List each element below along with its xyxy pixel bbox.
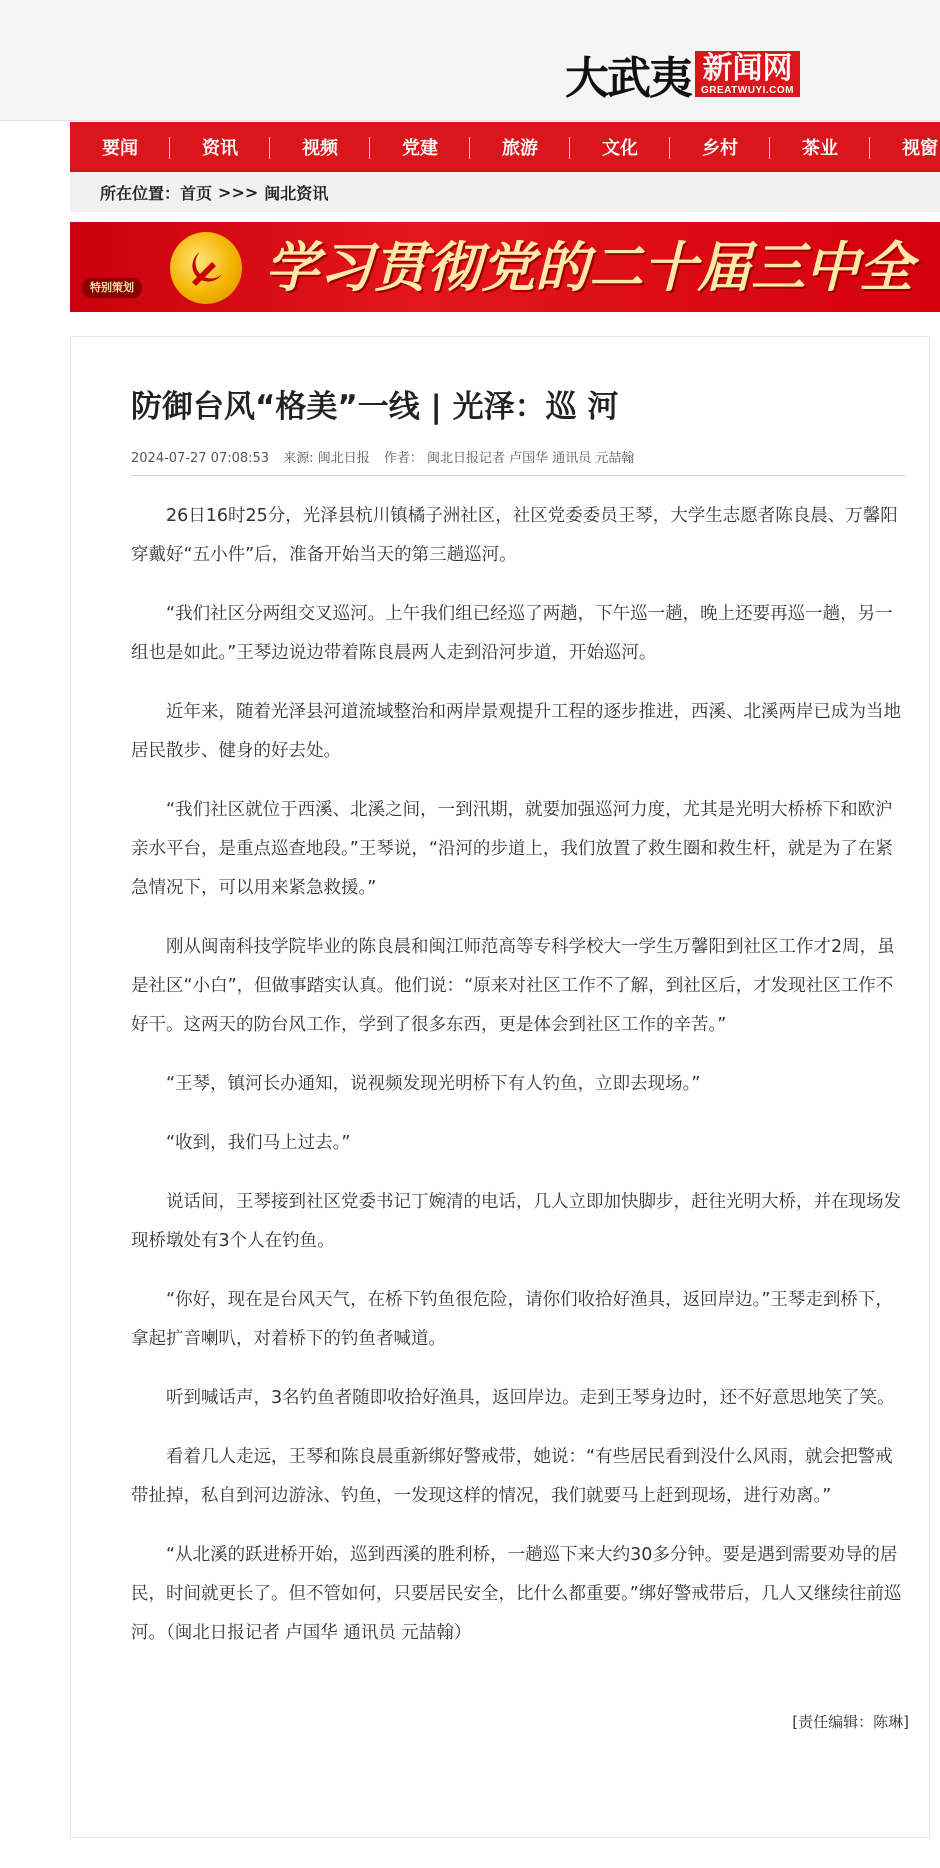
nav-item-lvyou[interactable]: 旅游 — [470, 122, 570, 172]
site-header — [0, 0, 940, 121]
nav-item-xiangcun[interactable]: 乡村 — [670, 122, 770, 172]
breadcrumb-current-link[interactable]: 闽北资讯 — [264, 183, 329, 203]
breadcrumb-label: 所在位置： — [100, 183, 181, 203]
main-nav — [70, 122, 940, 172]
breadcrumb-separator: >>> — [218, 182, 259, 202]
logo-badge-text: 新闻网 — [702, 50, 793, 86]
article-container — [70, 336, 930, 1838]
nav-item-chaye[interactable]: 茶业 — [770, 122, 870, 172]
article-paragraph: 26日16时25分，光泽县杭川镇橘子洲社区，社区党委委员王琴，大学生志愿者陈良晨、万馨阳穿戴好“五小件”后，准备开始当天的第三趟巡河。 — [131, 506, 898, 565]
nav-item-shichuang[interactable]: 视窗 — [902, 138, 938, 159]
nav-item-dangjian[interactable]: 党建 — [370, 122, 470, 172]
special-topic-badge: 特别策划 — [82, 278, 142, 298]
party-emblem-icon — [170, 232, 242, 304]
responsible-editor: [责任编辑：陈琳] — [792, 1713, 909, 1731]
article-paragraph: 说话间，王琴接到社区党委书记丁婉清的电话，几人立即加快脚步，赶往光明大桥，并在现场发现桥墩处有3个人在钓鱼。 — [131, 1192, 901, 1251]
special-topic-banner[interactable] — [70, 222, 940, 312]
banner-slogan: 学习贯彻党的二十届三中全 — [265, 235, 913, 299]
article-paragraph: “我们社区就位于西溪、北溪之间，一到汛期，就要加强巡河力度，尤其是光明大桥桥下和欧沪亲水平台，是重点巡查地段。”王琴说，“沿河的步道上，我们放置了救生圈和救生杆，就是为了在紧急情况下，可以用来紧急救援。” — [131, 800, 893, 898]
breadcrumb-home-link[interactable]: 首页 — [180, 183, 213, 203]
article-paragraph: 刚从闽南科技学院毕业的陈良晨和闽江师范高等专科学校大一学生万馨阳到社区工作才2周，虽是社区“小白”，但做事踏实认真。他们说：“原来对社区工作不了解，到社区后，才发现社区工作不好干。这两天的防台风工作，学到了很多东西，更是体会到社区工作的辛苦。” — [131, 937, 895, 1035]
article-author: 作者： 闽北日报记者 卢国华 通讯员 元喆翰 — [383, 451, 635, 466]
article-paragraph: “从北溪的跃进桥开始，巡到西溪的胜利桥，一趟巡下来大约30多分钟。要是遇到需要劝导的居民，时间就更长了。但不管如何，只要居民安全，比什么都重要。”绑好警戒带后，几人又继续往前巡河。（闽北日报记者 卢国华 通讯员 元喆翰） — [131, 1545, 902, 1643]
article-paragraph: “收到，我们马上过去。” — [166, 1133, 351, 1153]
nav-item-zixun[interactable]: 资讯 — [170, 122, 270, 172]
article-paragraph: 近年来，随着光泽县河道流域整治和两岸景观提升工程的逐步推进，西溪、北溪两岸已成为当地居民散步、健身的好去处。 — [131, 702, 901, 761]
nav-item-wenhua[interactable]: 文化 — [570, 122, 670, 172]
article-body — [131, 497, 909, 1673]
breadcrumb — [70, 172, 940, 212]
nav-item-yaowen[interactable]: 要闻 — [70, 122, 170, 172]
article-paragraph: 听到喊话声，3名钓鱼者随即收拾好渔具，返回岸边。走到王琴身边时，还不好意思地笑了笑。 — [166, 1388, 895, 1408]
article-date: 2024-07-27 07:08:53 — [131, 451, 270, 466]
article-paragraph: “我们社区分两组交叉巡河。上午我们组已经巡了两趟，下午巡一趟，晚上还要再巡一趟，另一组也是如此。”王琴边说边带着陈良晨两人走到沿河步道，开始巡河。 — [131, 604, 893, 663]
article-title: 防御台风“格美”一线 | 光泽：巡 河 — [131, 389, 619, 425]
meta-divider — [131, 475, 905, 476]
logo-badge — [695, 51, 800, 97]
article-paragraph: 看着几人走远，王琴和陈良晨重新绑好警戒带，她说：“有些居民看到没什么风雨，就会把警戒带扯掉，私自到河边游泳、钓鱼，一发现这样的情况，我们就要马上赶到现场，进行劝离。” — [131, 1447, 893, 1506]
article-paragraph: “王琴，镇河长办通知，说视频发现光明桥下有人钓鱼，立即去现场。” — [166, 1074, 701, 1094]
logo-text: 大武夷 — [565, 53, 691, 104]
site-logo[interactable] — [565, 44, 800, 104]
nav-item-shipin[interactable]: 视频 — [270, 122, 370, 172]
article-source: 来源: 闽北日报 — [283, 451, 370, 466]
article-paragraph: “你好，现在是台风天气，在桥下钓鱼很危险，请你们收拾好渔具，返回岸边。”王琴走到桥下，拿起扩音喇叭，对着桥下的钓鱼者喊道。 — [131, 1290, 893, 1349]
article-meta — [131, 447, 644, 466]
logo-domain: GREATWUYI.COM — [701, 84, 794, 96]
